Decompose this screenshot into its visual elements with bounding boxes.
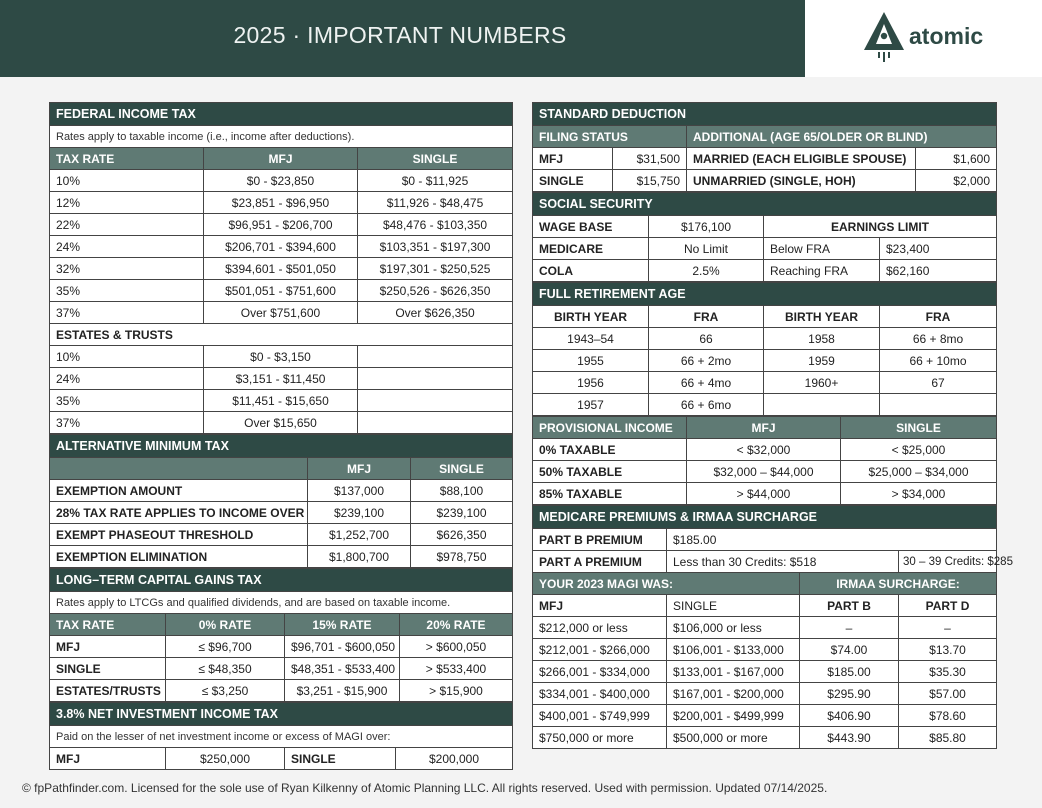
cell: 1959	[764, 350, 880, 372]
cell: > $533,400	[400, 658, 513, 680]
cell: $25,000 – $34,000	[841, 461, 997, 483]
rate-cell: 10%	[50, 170, 204, 192]
niit-single-value: $200,000	[396, 748, 513, 770]
mfj-cell: $23,851 - $96,950	[204, 192, 358, 214]
row-label: UNMARRIED (SINGLE, HOH)	[687, 170, 916, 192]
table-row	[533, 328, 997, 350]
col-fra: FRA	[880, 306, 997, 328]
cell: $78.60	[899, 705, 997, 727]
col-mfj: MFJ	[204, 148, 358, 170]
single-cell: Over $626,350	[358, 302, 513, 324]
table-row	[50, 346, 513, 368]
rate-cell: 35%	[50, 390, 204, 412]
ss-title: SOCIAL SECURITY	[533, 193, 997, 216]
row-label: 0% TAXABLE	[533, 439, 687, 461]
row-label: MEDICARE	[533, 238, 649, 260]
cell: $62,160	[880, 260, 997, 282]
cell: 2.5%	[649, 260, 764, 282]
estates-title: ESTATES & TRUSTS	[50, 324, 513, 346]
cell: 66 + 2mo	[649, 350, 764, 372]
fra-title: FULL RETIREMENT AGE	[533, 283, 997, 306]
single-cell: $197,301 - $250,525	[358, 258, 513, 280]
cell: > $44,000	[687, 483, 841, 505]
cell: $13.70	[899, 639, 997, 661]
row-label: SINGLE	[50, 658, 166, 680]
partb-label: PART B PREMIUM	[533, 529, 667, 551]
single-cell: $626,350	[411, 524, 513, 546]
single-cell: $239,100	[411, 502, 513, 524]
col-part-d: PART D	[899, 595, 997, 617]
mfj-cell: $394,601 - $501,050	[204, 258, 358, 280]
std-title: STANDARD DEDUCTION	[533, 103, 997, 126]
row-label: MARRIED (EACH ELIGIBLE SPOUSE)	[687, 148, 916, 170]
niit-mfj-value: $250,000	[166, 748, 285, 770]
niit-single-label: SINGLE	[285, 748, 396, 770]
cell: 1958	[764, 328, 880, 350]
empty-cell	[358, 412, 513, 434]
cell: $406.90	[800, 705, 899, 727]
provisional-income-table	[532, 416, 997, 505]
col-single: SINGLE	[667, 595, 800, 617]
magi-header: YOUR 2023 MAGI WAS:	[533, 573, 800, 595]
rate-cell: 32%	[50, 258, 204, 280]
cell: 66 + 4mo	[649, 372, 764, 394]
cell: $23,400	[880, 238, 997, 260]
row-label: 28% TAX RATE APPLIES TO INCOME OVER	[50, 502, 308, 524]
table-row	[533, 260, 997, 282]
empty-cell	[358, 346, 513, 368]
cell: $212,001 - $266,000	[533, 639, 667, 661]
table-row	[50, 546, 513, 568]
col-20-rate: 20% RATE	[400, 614, 513, 636]
mfj-cell: $501,051 - $751,600	[204, 280, 358, 302]
ltcg-table	[49, 568, 513, 702]
cell	[880, 394, 997, 416]
table-row	[50, 636, 513, 658]
cell: $74.00	[800, 639, 899, 661]
rate-cell: 10%	[50, 346, 204, 368]
rate-cell: 22%	[50, 214, 204, 236]
col-additional: ADDITIONAL (AGE 65/OLDER OR BLIND)	[687, 126, 997, 148]
row-label: 85% TAXABLE	[533, 483, 687, 505]
table-row	[50, 236, 513, 258]
table-row	[533, 727, 997, 749]
amt-table	[49, 434, 513, 568]
table-row	[533, 683, 997, 705]
col-15-rate: 15% RATE	[285, 614, 400, 636]
page-header	[0, 0, 805, 77]
mfj-cell: $96,951 - $206,700	[204, 214, 358, 236]
cell: $85.80	[899, 727, 997, 749]
cell: –	[800, 617, 899, 639]
table-row	[533, 529, 997, 551]
cell: $106,001 - $133,000	[667, 639, 800, 661]
cell: $15,750	[613, 170, 687, 192]
single-cell: $0 - $11,925	[358, 170, 513, 192]
table-row	[50, 390, 513, 412]
rate-cell: 24%	[50, 236, 204, 258]
row-label: MFJ	[533, 148, 613, 170]
cell: $500,000 or more	[667, 727, 800, 749]
table-row	[50, 258, 513, 280]
col-fra: FRA	[649, 306, 764, 328]
table-row	[50, 302, 513, 324]
table-row	[533, 394, 997, 416]
medicare-table	[532, 505, 1013, 749]
col-single: SINGLE	[841, 417, 997, 439]
cell: 66 + 6mo	[649, 394, 764, 416]
parta-label: PART A PREMIUM	[533, 551, 667, 573]
row-label: SINGLE	[533, 170, 613, 192]
parta-value-1: Less than 30 Credits: $518	[667, 551, 899, 573]
table-row	[533, 551, 997, 573]
cell: $400,001 - $749,999	[533, 705, 667, 727]
niit-table	[49, 702, 513, 770]
col-tax-rate: TAX RATE	[50, 148, 204, 170]
cell: $443.90	[800, 727, 899, 749]
cell: $334,001 - $400,000	[533, 683, 667, 705]
irmaa-header: IRMAA SURCHARGE:	[800, 573, 997, 595]
cell: 66	[649, 328, 764, 350]
single-cell: $48,476 - $103,350	[358, 214, 513, 236]
cell: > $15,900	[400, 680, 513, 702]
cell: $185.00	[800, 661, 899, 683]
cell: $200,001 - $499,999	[667, 705, 800, 727]
estates-cell: Over $15,650	[204, 412, 358, 434]
cell: ≤ $3,250	[166, 680, 285, 702]
cell: $1,600	[916, 148, 997, 170]
left-column	[49, 102, 512, 770]
cell: $35.30	[899, 661, 997, 683]
cell: Reaching FRA	[764, 260, 880, 282]
cell: $3,251 - $15,900	[285, 680, 400, 702]
earnings-limit-header: EARNINGS LIMIT	[764, 216, 997, 238]
col-birth-year: BIRTH YEAR	[533, 306, 649, 328]
empty-cell	[358, 368, 513, 390]
col-single: SINGLE	[358, 148, 513, 170]
fra-table	[532, 282, 997, 416]
federal-title: FEDERAL INCOME TAX	[50, 103, 513, 126]
cell: $750,000 or more	[533, 727, 667, 749]
rate-cell: 37%	[50, 302, 204, 324]
mfj-cell: $1,252,700	[308, 524, 411, 546]
mfj-cell: Over $751,600	[204, 302, 358, 324]
cell: > $600,050	[400, 636, 513, 658]
table-row	[533, 238, 997, 260]
cell: $212,000 or less	[533, 617, 667, 639]
table-row	[50, 658, 513, 680]
table-row	[50, 214, 513, 236]
amt-title: ALTERNATIVE MINIMUM TAX	[50, 435, 513, 458]
table-row	[533, 483, 997, 505]
table-row	[533, 148, 997, 170]
cell: $176,100	[649, 216, 764, 238]
col-part-b: PART B	[800, 595, 899, 617]
rate-cell: 37%	[50, 412, 204, 434]
table-row	[50, 170, 513, 192]
atomic-logo	[862, 10, 1002, 66]
rate-cell: 12%	[50, 192, 204, 214]
table-row	[50, 412, 513, 434]
cell: 1960+	[764, 372, 880, 394]
row-label: EXEMPT PHASEOUT THRESHOLD	[50, 524, 308, 546]
brand-name: atomic	[909, 23, 984, 49]
cell: $48,351 - $533,400	[285, 658, 400, 680]
table-row	[533, 639, 997, 661]
mfj-cell: $1,800,700	[308, 546, 411, 568]
row-label: WAGE BASE	[533, 216, 649, 238]
row-label: COLA	[533, 260, 649, 282]
niit-mfj-label: MFJ	[50, 748, 166, 770]
cell: 66 + 8mo	[880, 328, 997, 350]
mfj-cell: $137,000	[308, 480, 411, 502]
single-cell: $978,750	[411, 546, 513, 568]
col-birth-year: BIRTH YEAR	[764, 306, 880, 328]
cell: Below FRA	[764, 238, 880, 260]
federal-note: Rates apply to taxable income (i.e., income after deductions).	[50, 126, 513, 148]
niit-title: 3.8% NET INVESTMENT INCOME TAX	[50, 703, 513, 726]
single-cell: $250,526 - $626,350	[358, 280, 513, 302]
cell: No Limit	[649, 238, 764, 260]
row-label: EXEMPTION AMOUNT	[50, 480, 308, 502]
col-filing-status: FILING STATUS	[533, 126, 687, 148]
table-row	[533, 461, 997, 483]
cell: 1943–54	[533, 328, 649, 350]
cell: $266,001 - $334,000	[533, 661, 667, 683]
col-mfj: MFJ	[687, 417, 841, 439]
cell: 1957	[533, 394, 649, 416]
table-row	[50, 192, 513, 214]
estates-cell: $0 - $3,150	[204, 346, 358, 368]
col-single: SINGLE	[411, 458, 513, 480]
prov-title: PROVISIONAL INCOME	[533, 417, 687, 439]
cell	[764, 394, 880, 416]
right-column	[532, 102, 1013, 749]
cell: < $25,000	[841, 439, 997, 461]
cell: $106,000 or less	[667, 617, 800, 639]
table-row	[533, 170, 997, 192]
ltcg-note: Rates apply to LTCGs and qualified dividends, and are based on taxable income.	[50, 592, 513, 614]
table-row	[50, 502, 513, 524]
cell: 1955	[533, 350, 649, 372]
rocket-icon	[862, 10, 906, 64]
mfj-cell: $0 - $23,850	[204, 170, 358, 192]
rate-cell: 24%	[50, 368, 204, 390]
table-row	[533, 661, 997, 683]
table-row	[533, 617, 997, 639]
table-row	[50, 480, 513, 502]
federal-income-tax-table	[49, 102, 513, 434]
row-label: EXEMPTION ELIMINATION	[50, 546, 308, 568]
mfj-cell: $239,100	[308, 502, 411, 524]
table-row	[50, 280, 513, 302]
empty-cell	[358, 390, 513, 412]
cell: 67	[880, 372, 997, 394]
row-label: ESTATES/TRUSTS	[50, 680, 166, 702]
cell: $295.90	[800, 683, 899, 705]
table-row	[50, 680, 513, 702]
table-row	[533, 216, 997, 238]
parta-value-2: 30 – 39 Credits: $285	[899, 551, 997, 573]
table-row	[50, 368, 513, 390]
single-cell: $11,926 - $48,475	[358, 192, 513, 214]
col-tax-rate: TAX RATE	[50, 614, 166, 636]
estates-cell: $11,451 - $15,650	[204, 390, 358, 412]
table-row	[533, 372, 997, 394]
cell: $96,701 - $600,050	[285, 636, 400, 658]
medicare-title: MEDICARE PREMIUMS & IRMAA SURCHARGE	[533, 506, 997, 529]
row-label: 50% TAXABLE	[533, 461, 687, 483]
cell: 66 + 10mo	[880, 350, 997, 372]
empty-cell	[50, 458, 308, 480]
cell: –	[899, 617, 997, 639]
cell: $133,001 - $167,000	[667, 661, 800, 683]
col-0-rate: 0% RATE	[166, 614, 285, 636]
table-row	[533, 439, 997, 461]
single-cell: $103,351 - $197,300	[358, 236, 513, 258]
estates-cell: $3,151 - $11,450	[204, 368, 358, 390]
cell: $2,000	[916, 170, 997, 192]
table-row	[50, 524, 513, 546]
cell: $31,500	[613, 148, 687, 170]
page-title: 2025 · IMPORTANT NUMBERS	[233, 22, 567, 48]
standard-deduction-table	[532, 102, 997, 192]
mfj-cell: $206,701 - $394,600	[204, 236, 358, 258]
cell: ≤ $48,350	[166, 658, 285, 680]
cell: $167,001 - $200,000	[667, 683, 800, 705]
ltcg-title: LONG–TERM CAPITAL GAINS TAX	[50, 569, 513, 592]
social-security-table	[532, 192, 997, 282]
cell: > $34,000	[841, 483, 997, 505]
footer-copyright: © fpPathfinder.com. Licensed for the sole use of Ryan Kilkenny of Atomic Planning LLC. All rights reserved. Used with permission. Updated 07/14/2025.	[22, 781, 828, 795]
niit-note: Paid on the lesser of net investment income or excess of MAGI over:	[50, 726, 513, 748]
col-mfj: MFJ	[308, 458, 411, 480]
table-row	[533, 705, 997, 727]
cell: < $32,000	[687, 439, 841, 461]
cell: $57.00	[899, 683, 997, 705]
single-cell: $88,100	[411, 480, 513, 502]
col-mfj: MFJ	[533, 595, 667, 617]
row-label: MFJ	[50, 636, 166, 658]
rate-cell: 35%	[50, 280, 204, 302]
table-row	[50, 748, 513, 770]
cell: $32,000 – $44,000	[687, 461, 841, 483]
partb-value: $185.00	[667, 529, 997, 551]
cell: 1956	[533, 372, 649, 394]
cell: ≤ $96,700	[166, 636, 285, 658]
table-row	[533, 350, 997, 372]
